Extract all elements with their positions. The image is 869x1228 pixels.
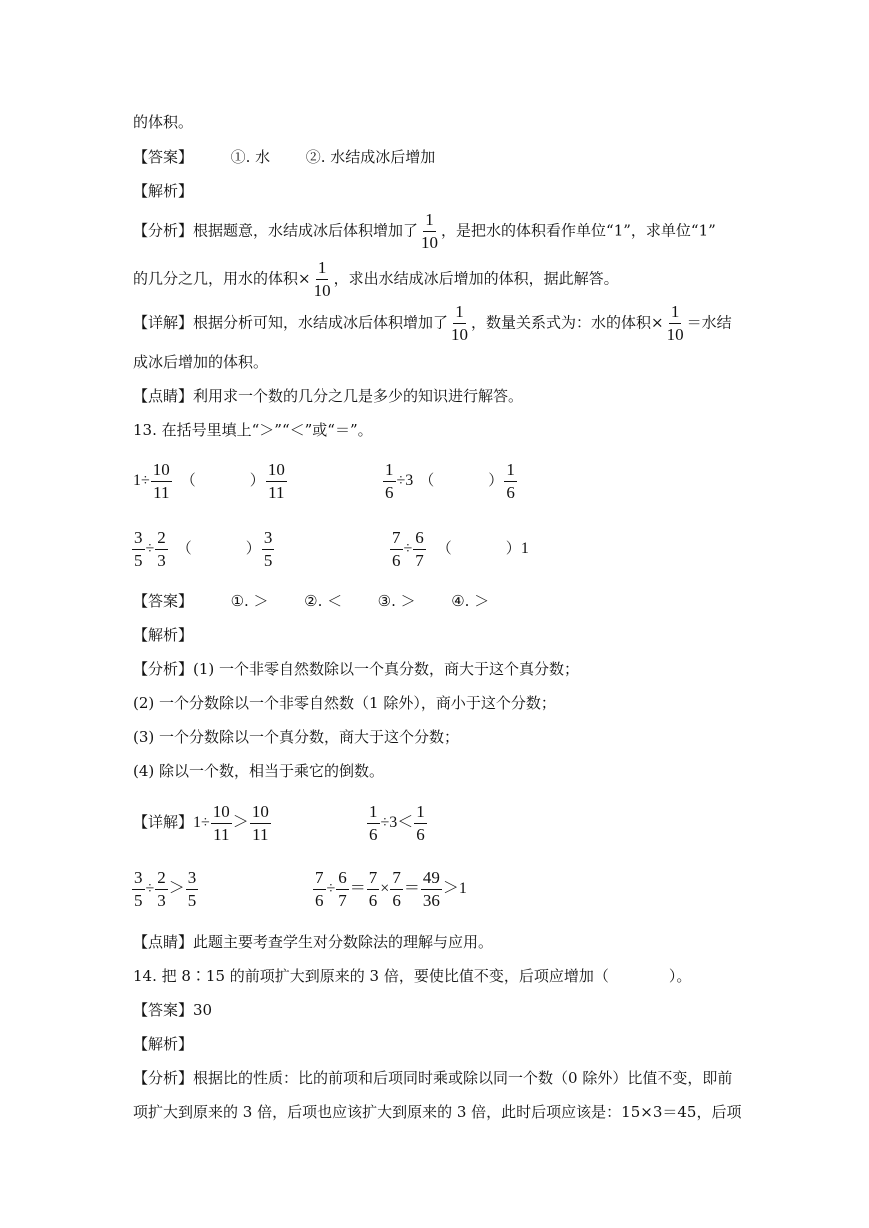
fraction (336, 868, 349, 911)
fraction (211, 802, 232, 845)
numerator: 7 (313, 868, 326, 890)
numerator: 1 (383, 460, 396, 482)
answer-item: ①. 水 (230, 148, 271, 166)
denominator: 10 (451, 325, 469, 344)
section-label: 【解析】 (133, 182, 194, 200)
denominator: 5 (263, 550, 273, 570)
q14-fenxi-line2 (133, 1102, 741, 1122)
numerator: 2 (155, 528, 168, 550)
numerator: 3 (186, 868, 199, 890)
q12-dianjing-line (133, 386, 523, 406)
numerator: 1 (414, 802, 427, 824)
section-label: 【分析】 (133, 660, 194, 678)
answer-item: ②. 水结成冰后增加 (305, 148, 436, 166)
answer-label: 【答案】 (133, 592, 194, 610)
denominator: 7 (338, 890, 347, 910)
denominator: 6 (392, 890, 401, 910)
q12-xiangjie-line1 (133, 302, 732, 345)
blank-paren-left: （ (419, 471, 435, 489)
answer-item: 30 (193, 1001, 213, 1019)
fraction (414, 802, 427, 845)
denominator: 6 (506, 482, 515, 502)
answer-label: 【答案】 (133, 1001, 194, 1019)
blank-paren-right: ） (245, 539, 261, 557)
numerator: 3 (132, 868, 145, 890)
paragraph-text: 项扩大到原来的 3 倍，后项也应该扩大到原来的 3 倍，此时后项应该是：15×3＝45，后项 (133, 1103, 742, 1121)
numerator: 7 (367, 868, 380, 890)
answer-item: ②. ＜ (304, 592, 343, 610)
fraction (132, 528, 145, 571)
answer-item: ④. ＞ (451, 592, 490, 610)
fraction (155, 528, 168, 571)
paragraph-text: ＝水结 (686, 313, 732, 332)
q13-item-2 (382, 458, 518, 503)
q12-xiangjie-line2 (133, 352, 268, 372)
q13-item-1 (133, 458, 288, 503)
section-label: 【分析】 (133, 221, 194, 240)
operator: ÷ (326, 880, 336, 897)
numerator: 6 (413, 528, 426, 550)
fraction (186, 868, 199, 911)
q13-title (133, 420, 373, 440)
blank-paren-right: ） (488, 471, 504, 489)
expression-text: 1÷ (193, 814, 210, 831)
denominator: 7 (415, 550, 424, 570)
numerator: 10 (250, 802, 271, 824)
denominator: 11 (252, 824, 269, 844)
operator: ＝ (349, 880, 366, 897)
fraction (132, 868, 145, 911)
fraction (383, 460, 396, 503)
fraction (313, 868, 326, 911)
fraction (390, 528, 403, 571)
fraction (155, 868, 168, 911)
blank-paren-left: （ (436, 539, 452, 557)
section-label: 【解析】 (133, 1035, 194, 1053)
paragraph-text: 此题主要考查学生对分数除法的理解与应用。 (193, 933, 494, 951)
paragraph-text: (4) 除以一个数，相当于乘它的倒数。 (133, 762, 385, 780)
question-text: 13. 在括号里填上“＞”“＜”或“＝”。 (133, 421, 373, 439)
denominator: 3 (157, 890, 166, 910)
section-label: 【分析】 (133, 1069, 194, 1087)
operator: ＞ (232, 814, 249, 831)
denominator: 6 (392, 550, 401, 570)
blank-paren-left: （ (176, 539, 192, 557)
paragraph-text: 利用求一个数的几分之几是多少的知识进行解答。 (193, 387, 524, 405)
denominator: 6 (368, 890, 378, 910)
q13-xiangjie-4 (312, 866, 467, 911)
paragraph-text: 根据分析可知，水结成冰后体积增加了 (193, 313, 449, 332)
text-line (133, 112, 193, 132)
section-label: 【详解】 (133, 813, 194, 831)
q13-fenxi-line2 (133, 693, 556, 713)
blank-paren-right: ） (505, 539, 521, 557)
fraction (266, 460, 287, 503)
operator: ÷ (145, 880, 155, 897)
fraction (419, 210, 440, 253)
denominator: 5 (134, 550, 143, 570)
operator: ＞ (168, 880, 185, 897)
q14-fenxi-line1 (133, 1068, 732, 1088)
q12-fenxi-line1 (133, 210, 716, 253)
q13-fenxi-line4 (133, 761, 384, 781)
section-label: 【解析】 (133, 626, 194, 644)
fraction (367, 802, 380, 845)
paragraph-text: ，求出水结成冰后增加的体积，据此解答。 (333, 269, 619, 288)
numerator: 10 (151, 460, 172, 482)
expression-text: ÷3 (380, 814, 398, 831)
fraction (262, 528, 275, 571)
fraction (504, 460, 517, 503)
q13-dianjing-line (133, 932, 493, 952)
paragraph-text: (3) 一个分数除以一个真分数，商大于这个分数； (133, 728, 460, 746)
operator: ＝ (403, 880, 420, 897)
denominator: 10 (421, 233, 439, 252)
denominator: 36 (422, 890, 440, 910)
denominator: 5 (134, 890, 143, 910)
operator: ÷ (403, 540, 413, 557)
numerator: 1 (423, 210, 436, 232)
denominator: 10 (666, 325, 684, 344)
denominator: 6 (315, 890, 324, 910)
numerator: 3 (262, 528, 275, 550)
denominator: 11 (153, 482, 170, 502)
numerator: 1 (316, 258, 329, 280)
paragraph-text: ，数量关系式为：水的体积× (471, 313, 664, 332)
paragraph-text: 根据题意，水结成冰后体积增加了 (193, 221, 419, 240)
fraction (449, 302, 470, 345)
numerator: 7 (390, 868, 403, 890)
section-label: 【点睛】 (133, 387, 194, 405)
denominator: 11 (268, 482, 285, 502)
denominator: 5 (187, 890, 197, 910)
q13-jiexi-label (133, 625, 193, 645)
q13-xiangjie-1 (133, 800, 272, 845)
answer-label: 【答案】 (133, 148, 194, 166)
expression-text: ＞1 (442, 880, 467, 897)
expression-text: 1÷ (133, 472, 150, 489)
numerator: 10 (211, 802, 232, 824)
operator: ＜ (397, 814, 414, 831)
fraction (665, 302, 686, 345)
paragraph-text: (2) 一个分数除以一个非零自然数（1 除外），商小于这个分数； (133, 694, 556, 712)
denominator: 6 (369, 824, 378, 844)
numerator: 6 (336, 868, 349, 890)
q13-answer-line (133, 591, 489, 611)
section-label: 【点睛】 (133, 933, 194, 951)
q13-item-4 (389, 526, 529, 571)
denominator: 10 (313, 281, 331, 300)
denominator: 3 (157, 550, 166, 570)
q12-answer-line (133, 147, 435, 167)
section-label: 【详解】 (133, 313, 194, 332)
q13-xiangjie-2 (366, 800, 428, 845)
paragraph-text: 根据比的性质：比的前项和后项同时乘或除以同一个数（0 除外）比值不变，即前 (193, 1069, 733, 1087)
numerator: 2 (155, 868, 168, 890)
denominator: 6 (416, 824, 425, 844)
numerator: 1 (504, 460, 517, 482)
paragraph-text: 的几分之几，用水的体积× (133, 269, 311, 288)
paragraph-text: 的体积。 (133, 113, 194, 131)
fraction (390, 868, 403, 911)
q12-jiexi-label (133, 181, 193, 201)
blank-paren-right: ） (249, 471, 265, 489)
q14-jiexi-label (133, 1034, 193, 1054)
fraction (413, 528, 426, 571)
q13-xiangjie-3 (131, 866, 199, 911)
q14-answer-line (133, 1000, 212, 1020)
denominator: 11 (213, 824, 230, 844)
fraction (151, 460, 172, 503)
paragraph-text: ，是把水的体积看作单位“1”，求单位“1” (441, 221, 716, 240)
numerator: 1 (453, 302, 466, 324)
q13-item-3 (131, 526, 275, 571)
paragraph-text: (1) 一个非零自然数除以一个真分数，商大于这个真分数； (193, 660, 580, 678)
q14-title (133, 966, 691, 986)
answer-item: ①. ＞ (230, 592, 269, 610)
expression-text: ÷3 (396, 472, 414, 489)
numerator: 49 (421, 868, 442, 890)
blank-paren-left: （ (180, 471, 196, 489)
operator: ÷ (145, 540, 155, 557)
numerator: 1 (669, 302, 682, 324)
denominator: 6 (385, 482, 394, 502)
q13-fenxi-line3 (133, 727, 459, 747)
numerator: 10 (266, 460, 287, 482)
numerator: 7 (390, 528, 403, 550)
fraction (421, 868, 442, 911)
operator: × (380, 880, 390, 897)
fraction (250, 802, 271, 845)
numerator: 3 (132, 528, 145, 550)
q12-fenxi-line2 (133, 258, 619, 301)
answer-item: ③. ＞ (377, 592, 416, 610)
fraction (367, 868, 380, 911)
q13-fenxi-line1 (133, 659, 579, 679)
expression-text: 1 (520, 540, 529, 557)
question-text: 14. 把 8∶15 的前项扩大到原来的 3 倍，要使比值不变，后项应增加（ ）。 (133, 967, 692, 985)
paragraph-text: 成冰后增加的体积。 (133, 353, 269, 371)
fraction (312, 258, 333, 301)
numerator: 1 (367, 802, 380, 824)
